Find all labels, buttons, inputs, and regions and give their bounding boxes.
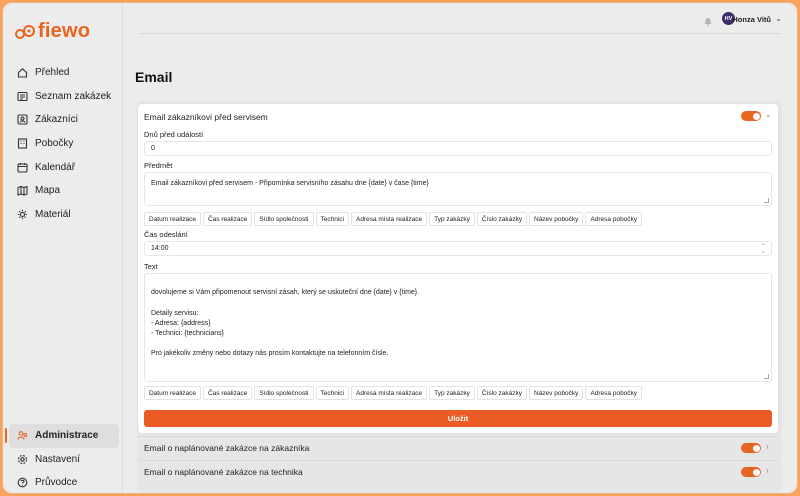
contacts-icon — [17, 114, 28, 125]
days-before-label: Dnů před událostí — [144, 130, 204, 139]
sidebar — [3, 3, 123, 493]
sidebar-item-přehled[interactable] — [9, 61, 119, 85]
enabled-toggle[interactable] — [741, 111, 761, 121]
placeholder-tag[interactable]: Čas realizace — [203, 212, 252, 226]
sidebar-item-zákazníci[interactable] — [9, 108, 119, 132]
text-value: dovolujeme si Vám připomenout servisní zásah, který se uskuteční dne {date} v {time}. Detaily servisu: - Adresa: {address} - Technici: {technicians} Pro jakékoliv změny nebo dotazy nás prosím kontaktujte na telefonním čísle. — [151, 289, 420, 358]
building-icon — [17, 138, 28, 149]
collapsed-email-title: Email o naplánované zakázce na technika — [144, 467, 303, 477]
sidebar-nav — [9, 61, 119, 226]
sidebar-item-label: Nastavení — [35, 453, 81, 465]
placeholder-tag[interactable]: Adresa pobočky — [585, 212, 642, 226]
placeholder-tag[interactable]: Typ zakázky — [429, 212, 475, 226]
bell-icon[interactable] — [703, 14, 713, 24]
subject-label: Předmět — [144, 161, 173, 170]
placeholder-tag[interactable]: Adresa místa realizace — [351, 212, 427, 226]
logo-mark-icon — [15, 24, 35, 40]
placeholder-tag[interactable]: Čas realizace — [203, 386, 252, 400]
chevron-right-icon[interactable]: › — [766, 466, 769, 475]
placeholder-tag[interactable]: Technici — [316, 386, 349, 400]
card-title[interactable]: Email zákazníkovi před servisem — [144, 112, 268, 122]
placeholder-tag[interactable]: Název pobočky — [529, 386, 583, 400]
avatar[interactable]: HV — [722, 12, 735, 25]
placeholder-tag[interactable]: Sídlo společnosti — [254, 386, 313, 400]
enabled-toggle[interactable] — [741, 467, 761, 477]
sidebar-item-pobočky[interactable] — [9, 132, 119, 156]
email-template-card — [138, 104, 778, 433]
subject-value: Email zákazníkovi před servisem - Připomínka servisního zásahu dne {date} v čase {time} — [151, 180, 429, 187]
chevron-down-icon[interactable]: ⌄ — [765, 110, 772, 119]
sidebar-item-label: Zákazníci — [35, 114, 78, 126]
sidebar-item-label: Seznam zakázek — [35, 90, 112, 102]
placeholder-tags-subject — [144, 212, 642, 226]
days-before-value: 0 — [151, 145, 155, 152]
sidebar-item-nastavení[interactable] — [9, 448, 119, 472]
placeholder-tag[interactable]: Datum realizace — [144, 212, 201, 226]
placeholder-tag[interactable]: Adresa místa realizace — [351, 386, 427, 400]
chevron-down-icon[interactable]: ⌄ — [775, 14, 782, 23]
days-before-input[interactable] — [144, 141, 772, 156]
placeholder-tag[interactable]: Technici — [316, 212, 349, 226]
gear-box-icon — [17, 209, 28, 220]
user-name[interactable]: Honza Vitů — [732, 15, 771, 24]
send-time-input[interactable] — [144, 241, 772, 256]
send-time-label: Čas odeslání — [144, 230, 188, 239]
sidebar-item-kalendář[interactable] — [9, 155, 119, 179]
help-icon — [17, 477, 28, 488]
collapsed-email-item[interactable] — [138, 461, 778, 483]
settings-icon — [17, 454, 28, 465]
sidebar-nav-bottom — [9, 424, 119, 494]
map-icon — [17, 185, 28, 196]
sidebar-item-průvodce[interactable] — [9, 471, 119, 494]
enabled-toggle[interactable] — [741, 443, 761, 453]
placeholder-tag[interactable]: Sídlo společnosti — [254, 212, 313, 226]
page-title: Email — [135, 69, 173, 85]
sidebar-item-label: Materiál — [35, 208, 71, 220]
placeholder-tag[interactable]: Datum realizace — [144, 386, 201, 400]
topbar-divider — [139, 33, 781, 34]
placeholder-tag[interactable]: Adresa pobočky — [585, 386, 642, 400]
sidebar-item-materiál[interactable] — [9, 203, 119, 227]
sidebar-item-label: Mapa — [35, 185, 61, 197]
placeholder-tags-text — [144, 386, 642, 400]
sidebar-item-label: Kalendář — [35, 161, 76, 173]
resize-handle-icon[interactable] — [764, 198, 769, 203]
placeholder-tag[interactable]: Typ zakázky — [429, 386, 475, 400]
placeholder-tag[interactable]: Číslo zakázky — [477, 212, 527, 226]
time-stepper-icon[interactable]: ⌃ ⌄ — [760, 244, 766, 255]
text-textarea[interactable] — [144, 273, 772, 382]
sidebar-item-label: Pobočky — [35, 138, 74, 150]
sidebar-item-seznam-zakázek[interactable] — [9, 85, 119, 109]
sidebar-item-label: Administrace — [35, 430, 99, 442]
collapsed-email-item[interactable] — [138, 437, 778, 459]
sidebar-item-label: Průvodce — [35, 477, 78, 489]
logo-text: fiewo — [38, 20, 91, 42]
send-time-value: 14:00 — [151, 245, 169, 252]
placeholder-tag[interactable]: Název pobočky — [529, 212, 583, 226]
list-icon — [17, 91, 28, 102]
home-icon — [17, 67, 28, 78]
sidebar-item-administrace[interactable] — [9, 424, 119, 448]
topbar — [123, 3, 797, 35]
users-gear-icon — [17, 430, 28, 441]
sidebar-item-mapa[interactable] — [9, 179, 119, 203]
placeholder-tag[interactable]: Číslo zakázky — [477, 386, 527, 400]
chevron-right-icon[interactable]: › — [766, 442, 769, 451]
resize-handle-icon[interactable] — [764, 374, 769, 379]
subject-textarea[interactable] — [144, 172, 772, 206]
sidebar-item-label: Přehled — [35, 67, 70, 79]
logo[interactable] — [15, 20, 90, 43]
text-label: Text — [144, 262, 158, 271]
calendar-icon — [17, 162, 28, 173]
collapsed-email-title: Email o naplánované zakázce na zákazníka — [144, 443, 310, 453]
save-button[interactable]: Uložit — [144, 410, 772, 427]
